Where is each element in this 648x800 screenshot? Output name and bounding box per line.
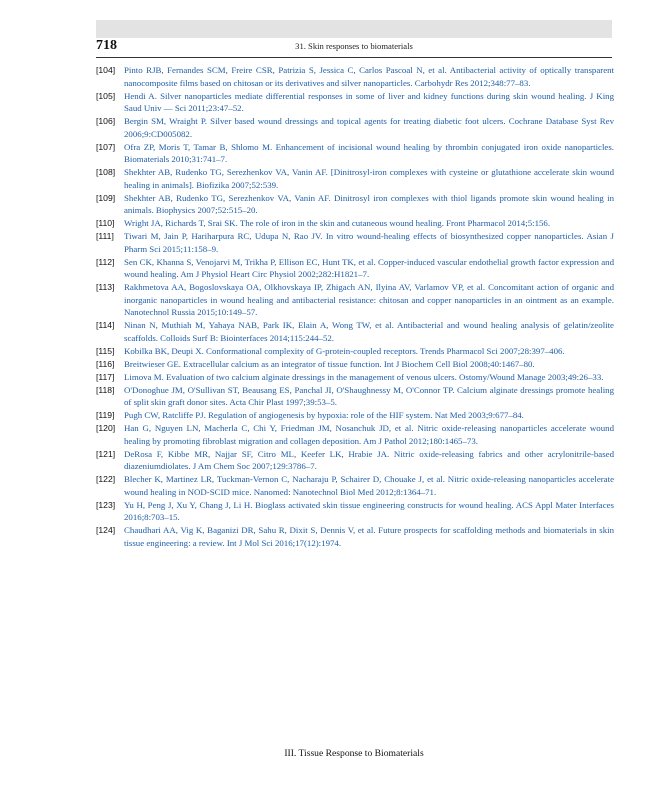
reference-number: [113] — [96, 282, 115, 292]
reference-item — [96, 90, 614, 115]
reference-link[interactable]: Yu H, Peng J, Xu Y, Chang J, Li H. Bioglass activated skin tissue engineering constructs for wound healing. ACS Appl Mater Interfaces 2016;8:703–15. — [124, 499, 614, 522]
reference-item — [96, 422, 614, 447]
page-number: 718 — [96, 38, 117, 53]
reference-number: [123] — [96, 499, 116, 510]
reference-item — [96, 409, 614, 422]
reference-number: [105] — [96, 90, 116, 101]
reference-number: [122] — [96, 474, 116, 484]
reference-number: [116] — [96, 358, 115, 369]
reference-link[interactable]: Blecher K, Martinez LR, Tuckman-Vernon C, Nacharaju P, Schairer D, Chouake J, et al. Nitric oxide-releasing nanoparticles accelerate wound healing in NOD-SCID mice. Nanomed: Nanotechnol Biol Med 2012;8:1364–71. — [124, 474, 614, 497]
reference-link[interactable]: Tiwari M, Jain P, Hariharpura RC, Udupa N, Rao JV. In vitro wound-healing effects of biosynthesized copper nanoparticles. Asian J Pharm Sci 2015;11:158–9. — [124, 231, 614, 254]
reference-item — [96, 319, 614, 344]
reference-number: [119] — [96, 410, 115, 420]
reference-number: [111] — [96, 231, 114, 241]
reference-number: [106] — [96, 116, 116, 126]
header-rule — [96, 57, 612, 58]
reference-link[interactable]: Shekhter AB, Rudenko TG, Serezhenkov VA, Vanin AF. [Dinitrosyl-iron complexes with cysteine or glutathione accelerate skin wound healing in animals]. Biofizika 2007;52:539. — [124, 167, 614, 190]
reference-link[interactable]: Limova M. Evaluation of two calcium alginate dressings in the management of venous ulcers. Ostomy/Wound Manage 2003;49:26–33. — [124, 371, 604, 382]
reference-link[interactable]: Ninan N, Muthiah M, Yahaya NAB, Park IK, Elain A, Wong TW, et al. Antibacterial and wound healing analysis of gelatin/zeolite scaffolds. Colloids Surf B: Biointerfaces 2014;115:244–52. — [124, 320, 614, 343]
reference-link[interactable]: Pugh CW, Ratcliffe PJ. Regulation of angiogenesis by hypoxia: role of the HIF system. Nat Med 2003;9:677–84. — [124, 410, 524, 420]
reference-link[interactable]: Breitwieser GE. Extracellular calcium as an integrator of tissue function. Int J Biochem Cell Biol 2008;40:1467–80. — [124, 358, 535, 369]
reference-number: [110] — [96, 218, 115, 228]
reference-link[interactable]: O'Donoghue JM, O'Sullivan ST, Beausang ES, Panchal JI, O'Shaughnessy M, O'Connor TP. Calcium alginate dressings promote healing of split skin graft donor sites. Acta Chir Plast 1997;39:53–5. — [124, 384, 614, 407]
reference-item — [96, 384, 614, 409]
reference-link[interactable]: Rakhmetova AA, Bogoslovskaya OA, Olkhovskaya IP, Zhigach AN, Ilyina AV, Varlamov VP, et al. Concomitant action of organic and inorganic nanoparticles in wound healing and antibacterial resistance: chitosan and copper nanoparticles in an ointment as an example. Nanotechnol Russia 2015;10:149–57. — [124, 282, 614, 317]
reference-number: [121] — [96, 448, 116, 459]
reference-number: [104] — [96, 65, 116, 75]
reference-item — [96, 230, 614, 255]
reference-link[interactable]: Kobilka BK, Deupi X. Conformational complexity of G-protein-coupled receptors. Trends Pharmacol Sci 2007;28:397–406. — [124, 345, 565, 356]
reference-link[interactable]: Hendi A. Silver nanoparticles mediate differential responses in some of liver and kidney functions during skin wound healing. J King Saud Univ — Sci 2011;23:47–52. — [124, 90, 614, 113]
reference-link[interactable]: Ofra ZP, Moris T, Tamar B, Shlomo M. Enhancement of incisional wound healing by thrombin conjugated iron oxide nanoparticles. Biomaterials 2010;31:741–7. — [124, 141, 614, 164]
reference-link[interactable]: Sen CK, Khanna S, Venojarvi M, Trikha P, Ellison EC, Hunt TK, et al. Copper-induced vascular endothelial growth factor expression and wound healing. Am J Physiol Heart Circ Physiol 2002;282:H1821–7. — [124, 256, 614, 279]
reference-item — [96, 371, 614, 384]
reference-item — [96, 448, 614, 473]
reference-number: [120] — [96, 423, 116, 433]
reference-item — [96, 166, 614, 191]
running-head: 31. Skin responses to biomaterials — [295, 41, 413, 51]
reference-number: [115] — [96, 345, 115, 356]
reference-item — [96, 141, 614, 166]
reference-number: [108] — [96, 167, 116, 177]
reference-number: [107] — [96, 141, 116, 152]
header-band — [96, 20, 612, 38]
reference-item — [96, 524, 614, 549]
reference-item — [96, 217, 614, 230]
part-title-footer: III. Tissue Response to Biomaterials — [284, 748, 424, 759]
reference-number: [124] — [96, 525, 116, 535]
reference-item — [96, 115, 614, 140]
reference-link[interactable]: Pinto RJB, Fernandes SCM, Freire CSR, Patrizia S, Jessica C, Carlos Pascoal N, et al. Antibacterial activity of optically transparent nanocomposite films based on chitosan or its derivatives and silver nanoparticles. Carbohydr Res 2012;348:77–83. — [124, 65, 614, 88]
reference-link[interactable]: Shekhter AB, Rudenko TG, Serezhenkov VA, Vanin AF. Dinitrosyl iron complexes with thiol ligands promote skin wound healing in animals. Biophysics 2007;52:515–20. — [124, 192, 614, 215]
reference-item — [96, 281, 614, 319]
reference-number: [109] — [96, 192, 116, 203]
reference-number: [117] — [96, 371, 115, 382]
reference-item — [96, 345, 614, 358]
reference-item — [96, 499, 614, 524]
reference-item — [96, 256, 614, 281]
reference-number: [118] — [96, 384, 115, 395]
reference-number: [112] — [96, 256, 115, 267]
reference-link[interactable]: Han G, Nguyen LN, Macherla C, Chi Y, Friedman JM, Nosanchuk JD, et al. Nitric oxide-releasing nanoparticles accelerate wound healing by promoting fibroblast migration and collagen deposition. Am J Pathol 2012;180:1465–73. — [124, 423, 614, 446]
reference-link[interactable]: Bergin SM, Wraight P. Silver based wound dressings and topical agents for treating diabetic foot ulcers. Cochrane Database Syst Rev 2006;9:CD005082. — [124, 116, 614, 139]
reference-item — [96, 473, 614, 498]
reference-number: [114] — [96, 320, 115, 330]
reference-link[interactable]: Wright JA, Richards T, Srai SK. The role of iron in the skin and cutaneous wound healing. Front Pharmacol 2014;5:156. — [124, 218, 551, 228]
reference-item — [96, 192, 614, 217]
reference-list — [96, 64, 614, 550]
reference-link[interactable]: Chaudhari AA, Vig K, Baganizi DR, Sahu R, Dixit S, Dennis V, et al. Future prospects for scaffolding methods and biomaterials in skin tissue engineering: a review. Int J Mol Sci 2016;17(12):1974. — [124, 525, 614, 548]
reference-item — [96, 64, 614, 89]
reference-item — [96, 358, 614, 371]
reference-link[interactable]: DeRosa F, Kibbe MR, Najjar SF, Citro ML, Keefer LK, Hrabie JA. Nitric oxide-releasing fabrics and other acrylonitrile-based diazeniumdiolates. J Am Chem Soc 2007;129:3786–7. — [124, 448, 614, 471]
